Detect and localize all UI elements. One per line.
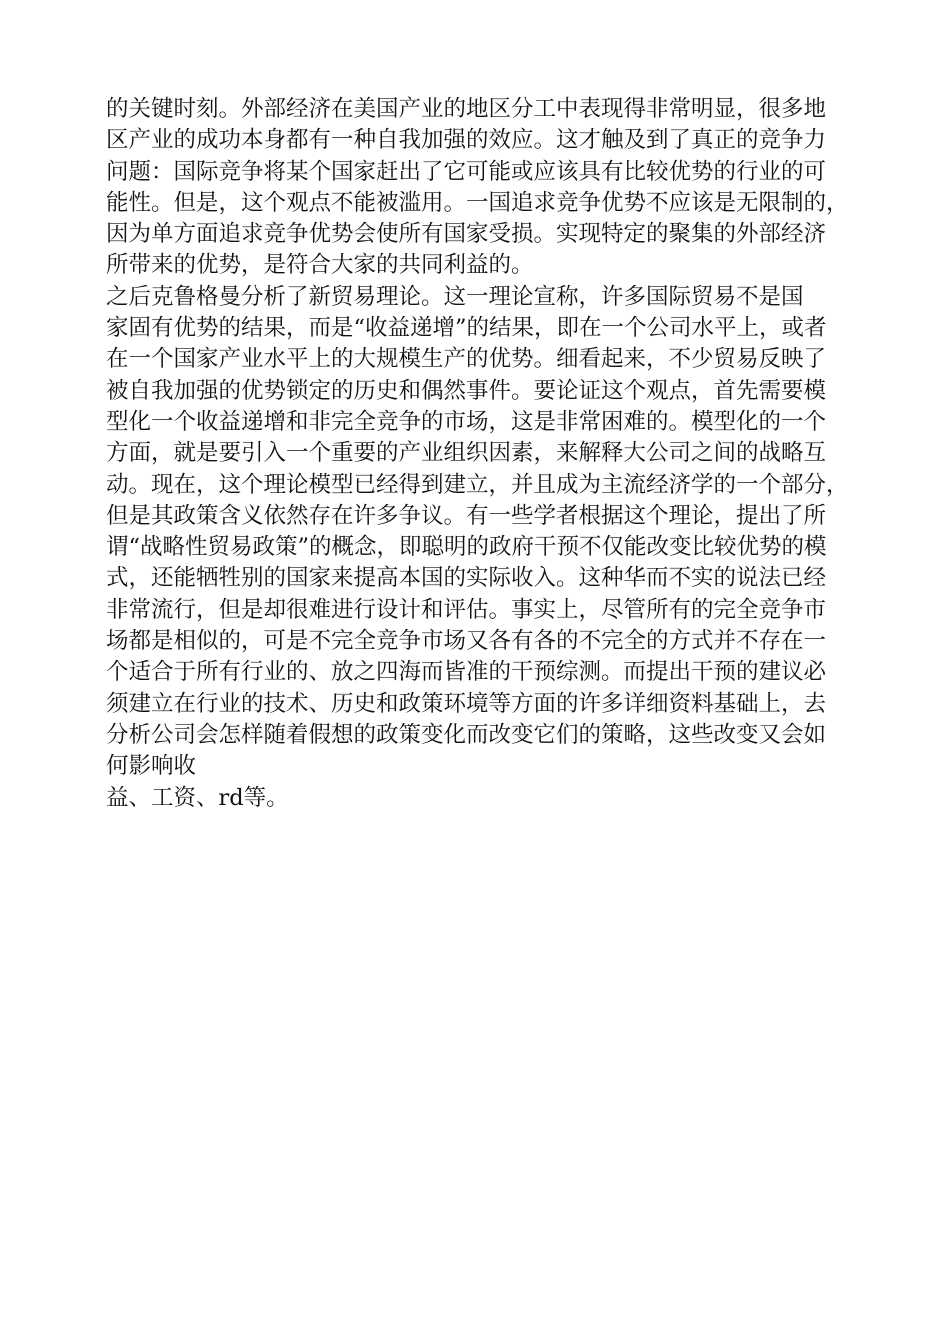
text-line: 在一个国家产业水平上的大规模生产的优势。细看起来，不少贸易反映了	[106, 346, 827, 373]
text-line: 场都是相似的，可是不完全竞争市场又各有各的不完全的方式并不存在一	[106, 628, 827, 655]
text-line: 个适合于所有行业的、放之四海而皆准的干预综测。而提出干预的建议必	[106, 659, 827, 686]
text-line: 式，还能牺牲别的国家来提高本国的实际收入。这种华而不实的说法已经	[106, 565, 827, 592]
text-line: 能性。但是，这个观点不能被滥用。一国追求竞争优势不应该是无限制的，	[106, 189, 849, 216]
text-line: 被自我加强的优势锁定的历史和偶然事件。要论证这个观点，首先需要模	[106, 377, 827, 404]
text-line: 的关键时刻。外部经济在美国产业的地区分工中表现得非常明显，很多地	[106, 96, 827, 122]
text-line: 动。现在，这个理论模型已经得到建立，并且成为主流经济学的一个部分，	[106, 471, 849, 498]
text-line: 谓“战略性贸易政策”的概念，即聪明的政府干预不仅能改变比较优势的模	[106, 534, 827, 561]
text-line: 分析公司会怎样随着假想的政策变化而改变它们的策略，这些改变又会如	[106, 721, 827, 748]
text-line: 因为单方面追求竞争优势会使所有国家受损。实现特定的聚集的外部经济	[106, 221, 827, 248]
text-line: 何影响收	[106, 753, 197, 780]
text-line: 方面，就是要引入一个重要的产业组织因素，来解释大公司之间的战略互	[106, 440, 827, 467]
text-line: 所带来的优势，是符合大家的共同利益的。	[106, 252, 534, 279]
body-text	[106, 94, 866, 814]
text-line: 非常流行，但是却很难进行设计和评估。事实上，尽管所有的完全竞争市	[106, 596, 827, 623]
text-line: 问题：国际竞争将某个国家赶出了它可能或应该具有比较优势的行业的可	[106, 158, 827, 185]
text-line: 型化一个收益递增和非完全竞争的市场，这是非常困难的。模型化的一个	[106, 408, 827, 435]
text-line: 区产业的成功本身都有一种自我加强的效应。这才触及到了真正的竞争力	[106, 127, 827, 154]
text-line: 须建立在行业的技术、历史和政策环境等方面的许多详细资料基础上，去	[106, 690, 827, 717]
text-line: 但是其政策含义依然存在许多争议。有一些学者根据这个理论，提出了所	[106, 502, 827, 529]
text-line: 益、工资、rd等。	[106, 784, 289, 811]
text-line: 之后克鲁格曼分析了新贸易理论。这一理论宣称，许多国际贸易不是国	[106, 283, 804, 310]
text-line: 家固有优势的结果，而是“收益递增”的结果，即在一个公司水平上，或者	[106, 315, 827, 342]
